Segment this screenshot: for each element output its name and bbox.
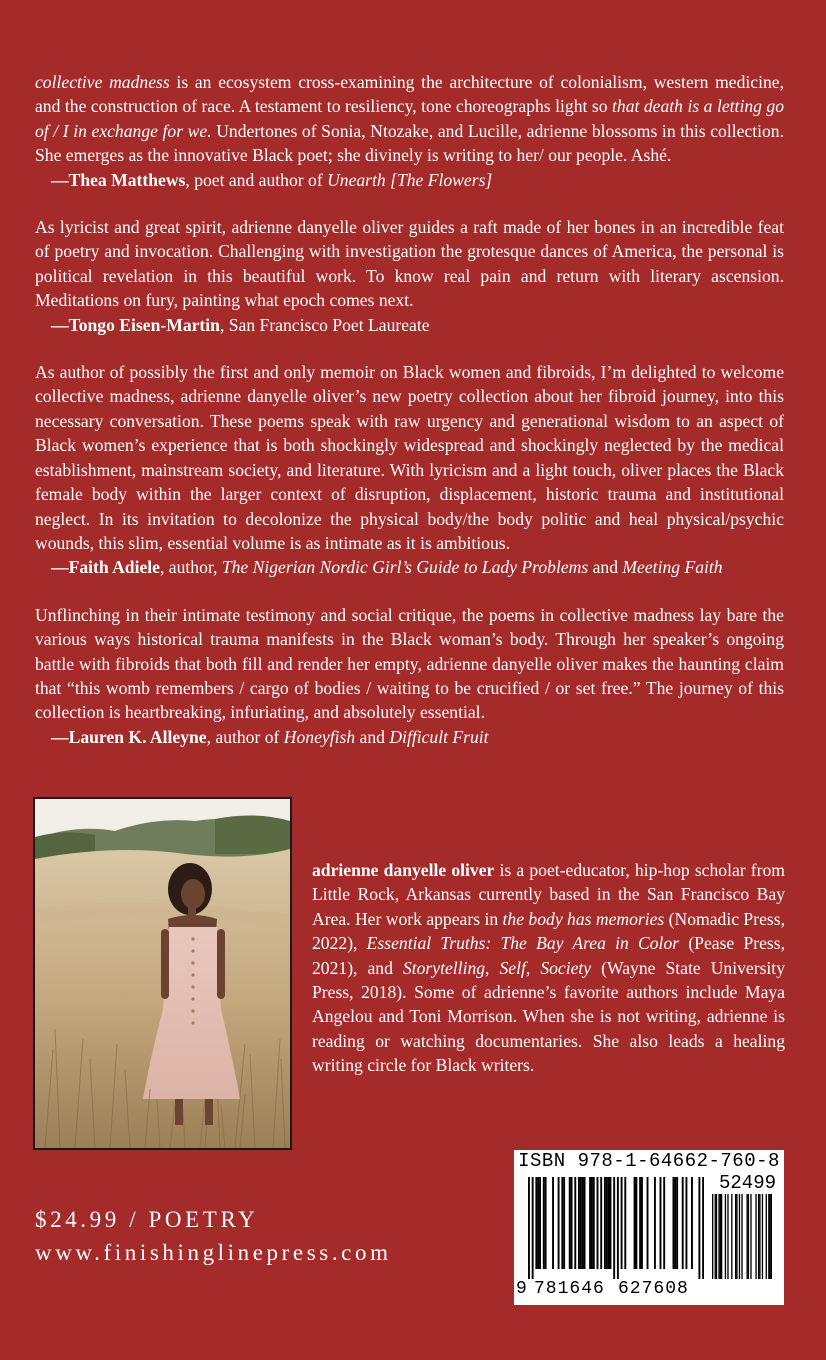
barcode-bar — [610, 1177, 612, 1269]
addon-bar — [718, 1194, 719, 1279]
endorsement — [35, 603, 784, 749]
bold-text: —Faith Adiele — [51, 557, 160, 578]
barcode-bar — [698, 1177, 700, 1279]
barcode-bar — [613, 1177, 615, 1279]
ean-first-digit: 9 — [516, 1279, 527, 1299]
barcode-bar — [600, 1177, 602, 1269]
author-bio — [312, 858, 785, 1078]
addon-bar — [731, 1194, 732, 1279]
barcode-bar — [535, 1177, 537, 1269]
addon-bar — [771, 1194, 772, 1279]
barcode-bar — [673, 1177, 675, 1269]
author-bio-text — [312, 858, 785, 1078]
endorsement-attribution — [35, 168, 784, 192]
addon-barcode-bars — [712, 1194, 772, 1279]
isbn-barcode — [514, 1150, 784, 1305]
barcode-bar — [574, 1177, 576, 1269]
barcode-bar — [608, 1177, 610, 1269]
addon-bar — [769, 1194, 770, 1279]
italic-text: Storytelling, Self, Society — [402, 957, 592, 978]
barcode-bar — [571, 1177, 573, 1269]
endorsement — [35, 70, 784, 192]
italic-text: Difficult Fruit — [389, 726, 489, 747]
addon-bar — [741, 1194, 742, 1279]
barcode-bar — [682, 1177, 684, 1269]
endorsement-text — [35, 70, 784, 168]
text-run: , poet and author of — [185, 169, 328, 190]
italic-text: Honeyfish — [283, 726, 356, 747]
endorsement-text — [35, 360, 784, 555]
text-run: and — [355, 726, 390, 747]
addon-bar — [712, 1194, 713, 1279]
barcode-bar — [654, 1177, 656, 1269]
italic-text: Meeting Faith — [622, 557, 723, 578]
endorsement-text — [35, 215, 784, 313]
barcode-bar — [634, 1177, 636, 1269]
bold-text: adrienne danyelle oliver — [312, 860, 495, 880]
addon-bar — [746, 1194, 747, 1279]
addon-bar — [721, 1194, 722, 1279]
text-run: As author of possibly the first and only memoir on Black women and fibroids, I’m delighted to welcome collective madness, adrienne danyelle oliver’s new poetry collection about her fibroid journey, into this necessary conversation. These poems speak with raw urgency and generational wisdom to an aspect of Black women’s experience that is both shockingly widespread and shockingly neglected by the medical establishment, mainstream society, and literature. With lyricism and a light touch, oliver places the Black female body within the larger context of disruption, displacement, historic trauma and institutional neglect. In its invitation to decolonize the physical body/the body politic and heal physical/psychic wounds, this slim, essential volume is as intimate as it is ambitious. — [35, 362, 784, 553]
text-run: is an ecosystem cross-examining the architecture of colonialism, western medicine, and the construction of race. A testament to resiliency, tone choreographs light so — [35, 72, 784, 117]
barcode-bar — [676, 1177, 678, 1269]
barcode-bar — [528, 1177, 530, 1279]
barcode-bar — [617, 1177, 619, 1279]
addon-bar — [716, 1194, 717, 1279]
barcode-bar — [543, 1177, 545, 1269]
text-run: Unflinching in their intimate testimony and social critique, the poems in collective madness lay bare the various ways historical trauma manifests in the Black woman’s body. Through her speaker’s ongoing battle with fibroids that both fill and render her empty, adrienne danyelle oliver makes the haunting claim that “this womb remembers / cargo of bodies / waiting to be crucified / or set free.” The journey of this collection is heartbreaking, infuriating, and absolutely essential. — [35, 604, 784, 723]
addon-bar — [748, 1194, 749, 1279]
text-run: is a poet-educator, hip-hop scholar from Little Rock, Arkansas currently based in the San Francisco Bay Area. Her work appears in — [312, 860, 785, 929]
barcode-bar — [563, 1177, 565, 1269]
ean-left-digits: 781646 — [534, 1279, 605, 1299]
text-run: (Nomadic Press, 2022), — [312, 908, 785, 954]
italic-text: that death is a letting go of / I in exchange for we. — [35, 96, 785, 141]
italic-text: Unearth [The Flowers] — [327, 169, 493, 190]
barcode-bar — [606, 1177, 608, 1269]
endorsement-attribution — [35, 725, 784, 749]
addon-bar — [762, 1194, 763, 1279]
barcode-bar — [591, 1177, 593, 1269]
barcode-bar — [604, 1177, 606, 1269]
bold-text: —Tongo Eisen-Martin — [51, 314, 220, 335]
endorsement-attribution — [35, 313, 784, 337]
ean-barcode-bars — [528, 1177, 704, 1279]
barcode-bar — [639, 1177, 641, 1269]
endorsements — [35, 70, 784, 772]
addon-bar — [739, 1194, 740, 1279]
italic-text: collective madness — [35, 72, 170, 92]
barcode-bar — [691, 1177, 693, 1269]
price-code: 52499 — [718, 1172, 776, 1194]
text-run: , author of — [206, 726, 284, 747]
barcode-bar — [539, 1177, 541, 1269]
barcode-bar — [593, 1177, 595, 1269]
barcode-bar — [660, 1177, 662, 1269]
text-run: As lyricist and great spirit, adrienne danyelle oliver guides a raft made of her bones in an incredible feat of poetry and invocation. Challenging with investigation the grotesque dances of America, the personal is political revelation in this beautiful work. To know real pain and return with literary ascension. Meditations on fury, painting what epoch comes next. — [35, 217, 784, 311]
endorsement — [35, 360, 784, 580]
addon-bar — [715, 1194, 716, 1279]
barcode-bar — [641, 1177, 643, 1269]
addon-bar — [766, 1194, 767, 1279]
barcode-bar — [621, 1177, 623, 1269]
barcode-bar — [624, 1177, 626, 1269]
barcode-bar — [552, 1177, 554, 1269]
barcode-bar — [569, 1177, 571, 1269]
barcode-bar — [597, 1177, 599, 1269]
barcode-bar — [537, 1177, 539, 1269]
addon-bar — [735, 1194, 736, 1279]
price-genre: $24.99 / POETRY — [35, 1207, 259, 1232]
italic-text: Essential Truths: The Bay Area in Color — [366, 933, 680, 954]
italic-text: The Nigerian Nordic Girl’s Guide to Lady Problems — [221, 557, 589, 578]
barcode-bar — [647, 1177, 649, 1269]
endorsement-attribution — [35, 555, 784, 579]
addon-bar — [750, 1194, 751, 1279]
barcode-bar — [545, 1177, 547, 1269]
author-photo-image — [35, 799, 290, 1148]
addon-bar — [727, 1194, 728, 1279]
author-photo — [33, 797, 292, 1150]
endorsement — [35, 215, 784, 337]
addon-bar — [725, 1194, 726, 1279]
text-run: Undertones of Sonia, Ntozake, and Lucille, adrienne blossoms in this collection. She emerges as the innovative Black poet; she divinely is writing to her/ our people. Ashé. — [35, 120, 785, 166]
isbn-label: ISBN 978-1-64662-760-8 — [518, 1150, 780, 1172]
addon-bar — [768, 1194, 769, 1279]
addon-bar — [736, 1194, 737, 1279]
publisher-url: www.finishinglinepress.com — [35, 1240, 392, 1265]
text-run: (Wayne State University Press, 2018). Some of adrienne’s favorite authors include Maya Angelou and Toni Morrison. When she is not writing, adrienne is reading or watching documentaries. She also leads a healing writing circle for Black writers. — [312, 957, 785, 1076]
barcode-bar — [558, 1177, 560, 1269]
barcode-bar — [674, 1177, 676, 1269]
endorsement-text — [35, 603, 784, 725]
barcode-bar — [702, 1177, 704, 1279]
italic-text: the body has memories — [502, 908, 665, 929]
barcode-bar — [589, 1177, 591, 1269]
barcode-bar — [578, 1177, 580, 1269]
barcode-bar — [580, 1177, 582, 1269]
bold-text: —Thea Matthews — [51, 169, 186, 190]
text-run: (Pease Press, 2021), and — [312, 933, 786, 978]
barcode-bar — [685, 1177, 687, 1269]
addon-bar — [759, 1194, 760, 1279]
barcode-bar — [561, 1177, 563, 1269]
addon-bar — [755, 1194, 756, 1279]
addon-bar — [758, 1194, 759, 1279]
ean-right-digits: 627608 — [618, 1279, 689, 1299]
text-run: and — [588, 557, 623, 578]
barcode-bar — [584, 1177, 586, 1269]
bold-text: —Lauren K. Alleyne — [51, 726, 207, 747]
text-run: , author, — [159, 557, 222, 578]
barcode-bar — [635, 1177, 637, 1269]
barcode-bar — [582, 1177, 584, 1269]
addon-bar — [720, 1194, 721, 1279]
barcode-bar — [663, 1177, 665, 1269]
text-run: , San Francisco Poet Laureate — [219, 314, 430, 335]
barcode-bar — [532, 1177, 534, 1279]
